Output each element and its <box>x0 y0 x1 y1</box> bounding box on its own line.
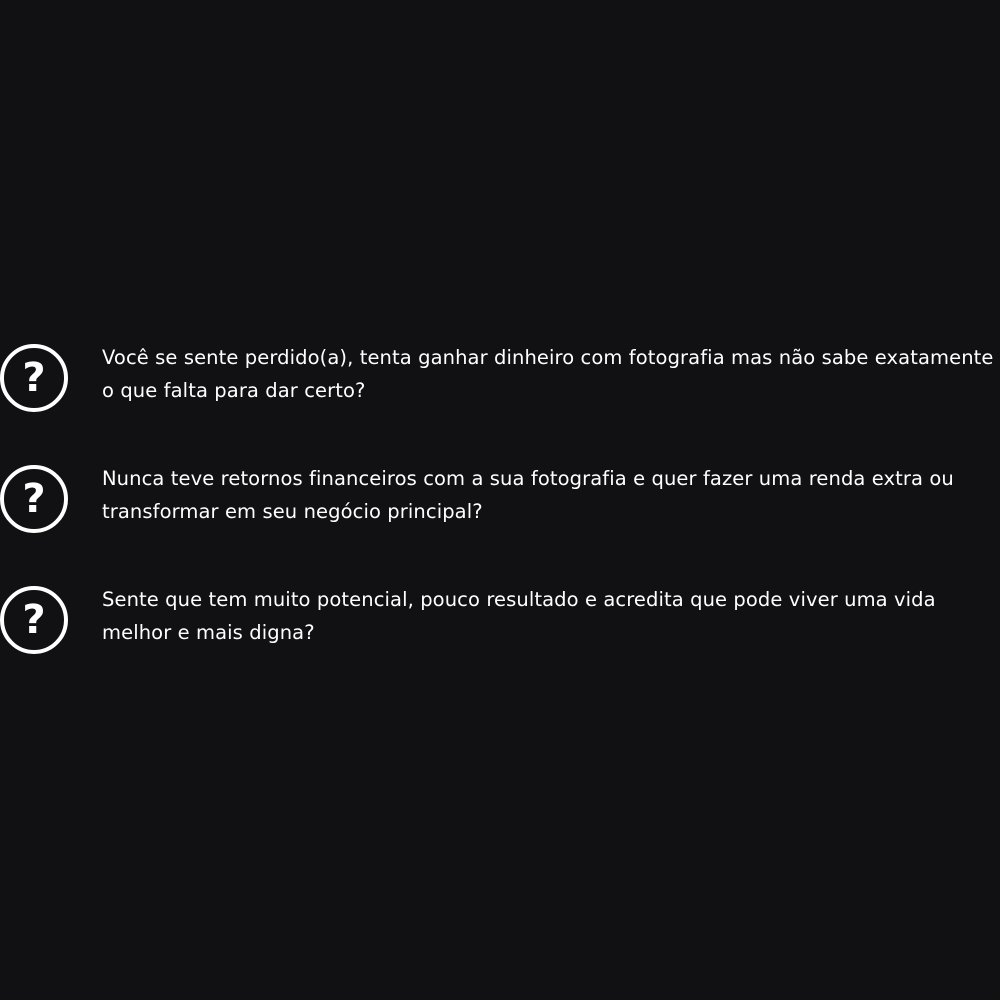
question-text: Você se sente perdido(a), tenta ganhar dinheiro com fotografia mas não sabe exatamente o que falta para dar certo? <box>102 346 994 402</box>
list-item <box>0 462 1000 583</box>
question-list <box>0 341 1000 704</box>
question-text: Sente que tem muito potencial, pouco resultado e acredita que pode viver uma vida melhor e mais digna? <box>102 588 936 644</box>
svg-text:?: ? <box>22 355 46 401</box>
list-item <box>0 583 1000 704</box>
svg-text:?: ? <box>22 597 46 643</box>
list-item <box>0 341 1000 462</box>
question-text: Nunca teve retornos financeiros com a sua fotografia e quer fazer uma renda extra ou transformar em seu negócio principal? <box>102 467 954 523</box>
question-circle-icon <box>0 585 70 655</box>
question-circle-icon <box>0 343 70 413</box>
question-circle-icon <box>0 464 70 534</box>
svg-text:?: ? <box>22 476 46 522</box>
